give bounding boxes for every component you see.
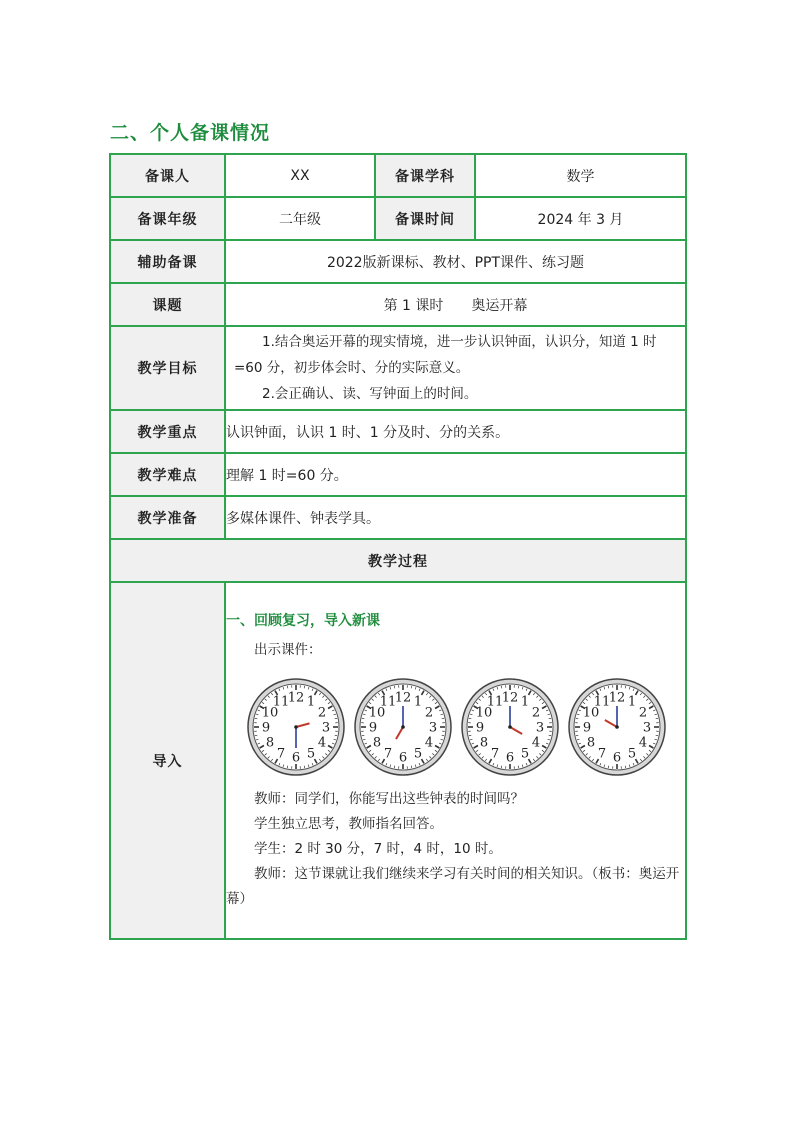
- goals-label: 教学目标: [110, 326, 225, 410]
- clock-numeral: 10: [582, 705, 600, 720]
- row-prep: [110, 496, 686, 539]
- clock-numeral: 4: [531, 735, 541, 750]
- topic-label: 课题: [110, 283, 225, 326]
- clock-numeral: 6: [291, 750, 301, 765]
- student-answer: 学生：2 时 30 分，7 时，4 时，10 时。: [254, 840, 502, 857]
- clock-numeral: 11: [593, 694, 611, 710]
- clock-numeral: 8: [479, 735, 489, 750]
- section-title: 二、个人备课情况: [110, 122, 271, 144]
- topic-value: 第 1 课时 奥运开幕: [225, 283, 686, 326]
- clock-numeral: 1: [413, 694, 423, 710]
- key-label: 教学重点: [110, 410, 225, 453]
- clock-numeral: 4: [317, 735, 327, 750]
- clock-numeral: 9: [261, 720, 271, 735]
- goal-1: 1.结合奥运开幕的现实情境，进一步认识钟面，认识分，知道 1 时=60 分，初步体会时、分的实际意义。: [234, 334, 657, 376]
- clock-numeral: 11: [379, 694, 397, 710]
- clock-numeral: 1: [520, 694, 530, 710]
- difficulty-value: 理解 1 时=60 分。: [225, 453, 686, 496]
- grade-label: 备课年级: [110, 197, 225, 240]
- clock-numeral: 10: [261, 705, 279, 720]
- step-title: 一、回顾复习，导入新课: [226, 612, 380, 629]
- aux-label: 辅助备课: [110, 240, 225, 283]
- clock-face-2: [353, 677, 453, 777]
- row-goals: [110, 326, 686, 410]
- row-aux: [110, 240, 686, 283]
- clock-numeral: 6: [612, 750, 622, 765]
- prep-value: 多媒体课件、钟表学具。: [225, 496, 686, 539]
- row-topic: [110, 283, 686, 326]
- clock-face-3: [460, 677, 560, 777]
- clock-numeral: 9: [368, 720, 378, 735]
- preparer-value: XX: [225, 154, 375, 197]
- row-process-header: [110, 539, 686, 582]
- clock-numeral: 1: [627, 694, 637, 710]
- row-preparer: [110, 154, 686, 197]
- clock-numeral: 12: [287, 690, 305, 705]
- clock-numeral: 11: [486, 694, 504, 710]
- intro-content: [225, 582, 686, 939]
- clock-numeral: 4: [424, 735, 434, 750]
- row-key: [110, 410, 686, 453]
- row-difficulty: [110, 453, 686, 496]
- clock-face-1: [246, 677, 346, 777]
- clock-numeral: 10: [475, 705, 493, 720]
- teacher-summary: 教师：这节课就让我们继续来学习有关时间的相关知识。（板书：奥运开幕）: [226, 865, 680, 907]
- key-value: 认识钟面，认识 1 时、1 分及时、分的关系。: [225, 410, 686, 453]
- subject-label: 备课学科: [375, 154, 475, 197]
- clock-numeral: 3: [535, 720, 545, 735]
- show-slide-text: 出示课件：: [254, 641, 322, 658]
- clock-numeral: 7: [276, 745, 286, 761]
- clock-numeral: 3: [642, 720, 652, 735]
- clock-numeral: 5: [627, 745, 637, 761]
- clock-numeral: 12: [501, 690, 519, 705]
- clock-numeral: 4: [638, 735, 648, 750]
- clock-numeral: 10: [368, 705, 386, 720]
- clock-numeral: 1: [306, 694, 316, 710]
- lesson-plan-table: [109, 153, 687, 940]
- prep-label: 教学准备: [110, 496, 225, 539]
- clock-numeral: 8: [265, 735, 275, 750]
- clock-numeral: 2: [531, 705, 541, 720]
- clock-numeral: 2: [317, 705, 327, 720]
- subject-value: 数学: [475, 154, 686, 197]
- clock-numeral: 12: [394, 690, 412, 705]
- goals-value: [225, 326, 686, 410]
- clock-numeral: 3: [321, 720, 331, 735]
- clock-numeral: 6: [398, 750, 408, 765]
- clock-numeral: 5: [306, 745, 316, 761]
- clock-numeral: 7: [383, 745, 393, 761]
- teacher-question: 教师：同学们，你能写出这些钟表的时间吗？: [254, 790, 524, 807]
- clock-numeral: 5: [413, 745, 423, 761]
- preparer-label: 备课人: [110, 154, 225, 197]
- clock-face-4: [567, 677, 667, 777]
- intro-label: 导入: [110, 582, 225, 939]
- clock-row: [246, 677, 685, 777]
- clock-numeral: 7: [490, 745, 500, 761]
- student-think: 学生独立思考，教师指名回答。: [254, 815, 443, 832]
- row-grade: [110, 197, 686, 240]
- clock-numeral: 8: [372, 735, 382, 750]
- goal-2: 2.会正确认、读、写钟面上的时间。: [262, 386, 478, 402]
- time-label: 备课时间: [375, 197, 475, 240]
- process-header: 教学过程: [110, 539, 686, 582]
- clock-numeral: 6: [505, 750, 515, 765]
- grade-value: 二年级: [225, 197, 375, 240]
- clock-numeral: 5: [520, 745, 530, 761]
- clock-numeral: 2: [638, 705, 648, 720]
- clock-numeral: 7: [597, 745, 607, 761]
- clock-numeral: 3: [428, 720, 438, 735]
- clock-numeral: 8: [586, 735, 596, 750]
- clock-numeral: 12: [608, 690, 626, 705]
- row-intro: [110, 582, 686, 939]
- aux-value: 2022版新课标、教材、PPT课件、练习题: [225, 240, 686, 283]
- clock-numeral: 9: [582, 720, 592, 735]
- clock-numeral: 2: [424, 705, 434, 720]
- clock-numeral: 11: [272, 694, 290, 710]
- clock-numeral: 9: [475, 720, 485, 735]
- time-value: 2024 年 3 月: [475, 197, 686, 240]
- difficulty-label: 教学难点: [110, 453, 225, 496]
